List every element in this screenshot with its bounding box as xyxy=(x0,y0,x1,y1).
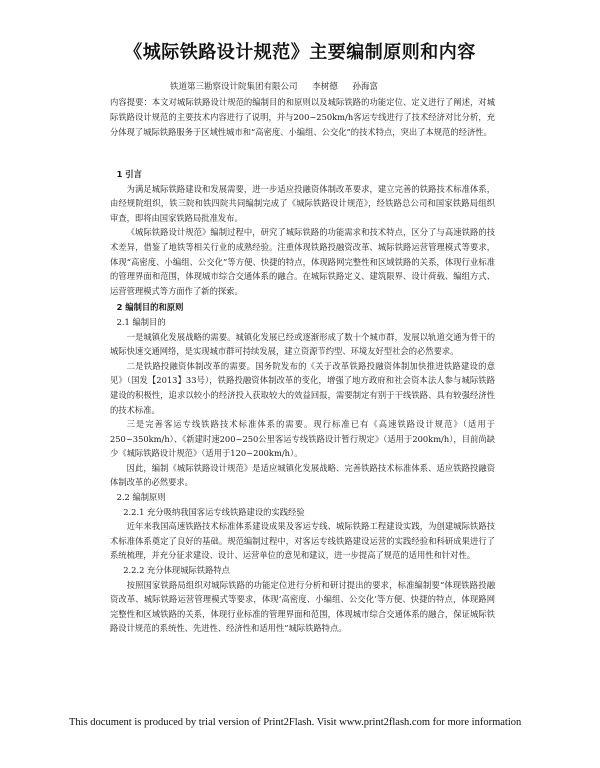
subsubsection-heading: 2.2.2 充分体现城际铁路特点 xyxy=(123,565,230,576)
subsubsection-heading: 2.2.1 充分吸纳我国客运专线铁路建设的实践经验 xyxy=(123,506,305,517)
abstract: 内容提要：本文对城际铁路设计规范的编制目的和原则以及城际铁路的功能定位、定义进行了阐述，对城际铁路设计规范的主要技术内容进行了说明，并与200~250km/h客运专线进行了技术经济对比分析，充分体现了城际铁路服务于区域性城市和“高密度、小编组、公交化”的技术特点，突出了本规范的经济性。 xyxy=(110,97,495,137)
subsection-heading: 2.2 编制原则 xyxy=(116,492,166,503)
paragraph: 近年来我国高速铁路技术标准体系建设成果及客运专线、城际铁路工程建设实践，为创建城际铁路技术标准体系奠定了良好的基础。规范编制过程中，对客运专线铁路建设运营的实践经验和科研成果进行了系统梳理，并充分征求建设、设计、运营单位的意见和建议，进一步提高了规范的适用性和针对性。 xyxy=(110,521,495,561)
paragraph: 为满足城际铁路建设和发展需要，进一步适应投融资体制改革要求，建立完善的铁路技术标准体系，由经规院组织，铁三院和铁四院共同编制完成了《城际铁路设计规范》，经铁路总公司和国家铁路局组织审查，即将由国家铁路局批准发布。 xyxy=(110,183,495,223)
paragraph: 因此，编制《城际铁路设计规范》是适应城镇化发展战略、完善铁路技术标准体系、适应铁路投融资体制改革的必然要求。 xyxy=(110,462,495,488)
affiliation: 铁道第三勘察设计院集团有限公司 xyxy=(170,82,298,92)
document-body xyxy=(110,165,495,636)
author-name: 李树德 xyxy=(312,82,338,92)
paragraph: 二是铁路投融资体制改革的需要。国务院发布的《关于改革铁路投融资体制加快推进铁路建设的意见》（国发【2013】33号），铁路投融资体制改革的变化，增强了地方政府和社会资本法人参与城际铁路建设的积极性，追求以较小的经济投入获取较大的效益回报，需要制定有别于干线铁路、具有较强经济性的技术标准。 xyxy=(110,360,495,415)
document-title: 《城际铁路设计规范》主要编制原则和内容 xyxy=(124,42,476,63)
paragraph: 三是完善客运专线铁路技术标准体系的需要。现行标准已有《高速铁路设计规范》（适用于250~350km/h）、《新建时速200~250公里客运专线铁路设计暂行规定》（适用于200km/h），目前尚缺少《城际铁路设计规范》（适用于120~200km/h）。 xyxy=(110,419,495,459)
author-name: 孙海富 xyxy=(352,82,378,92)
paragraph: 《城际铁路设计规范》编制过程中，研究了城际铁路的功能需求和技术特点，区分了与高速铁路的技术差异，借鉴了地铁等相关行业的成熟经验。注重体现铁路投融资改革、城际铁路运营管理模式等要求，体现“高密度、小编组、公交化”等方便、快捷的特点，体现路网完整性和区域铁路的关系，体现行业标准的管理界面和范围，体现城市综合交通体系的融合。在城际铁路定义、建筑限界、设计荷载、编组方式、运营管理模式等方面作了新的探索。 xyxy=(110,227,495,296)
watermark-footer: This document is produced by trial version of Print2Flash. Visit www.print2flash.com for more information xyxy=(69,717,522,728)
section-heading: 1 引言 xyxy=(116,169,142,179)
section-heading: 2 编制目的和原则 xyxy=(116,302,184,313)
byline xyxy=(170,80,590,92)
subsection-heading: 2.1 编制目的 xyxy=(116,316,166,327)
paragraph: 按照国家铁路局组织对城际铁路的功能定位进行分析和研讨提出的要求，标准编制要“体现铁路投融资改革、城际铁路运营管理模式等要求，体现‘高密度、小编组、公交化’等方便、快捷的特点，体现路网完整性和区域铁路的关系，体现行业标准的管理界面和范围，体现城市综合交通体系的融合，保证城际铁路设计规范的系统性、先进性、经济性和适用性”城际铁路特点。 xyxy=(110,579,495,634)
paragraph: 一是城镇化发展战略的需要。城镇化发展已经或逐渐形成了数十个城市群，发展以轨道交通为骨干的城际快速交通网络，是实现城市群可持续发展，建立资源节约型、环境友好型社会的必然要求。 xyxy=(110,331,495,357)
